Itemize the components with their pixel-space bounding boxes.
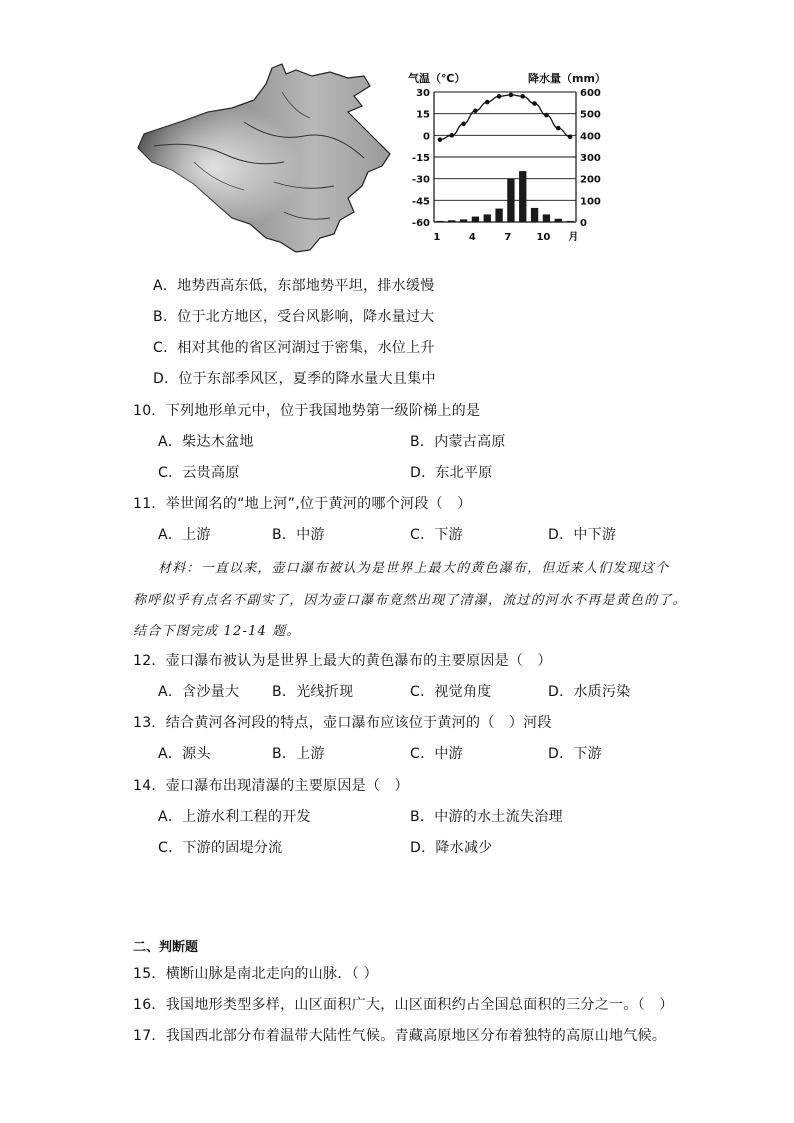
temperature-point xyxy=(438,137,443,142)
q13-stem: 13．结合黄河各河段的特点，壶口瀑布应该位于黄河的（ ）河段 xyxy=(133,715,552,731)
precipitation-bar xyxy=(543,214,550,222)
temperature-point xyxy=(568,134,573,139)
precipitation-bar xyxy=(495,209,502,222)
month-label: 7 xyxy=(504,232,512,243)
month-label: 10 xyxy=(536,232,551,243)
q14-option-a: A．上游水利工程的开发 xyxy=(158,809,311,825)
month-unit-label: 月 xyxy=(568,232,579,243)
section-2-title: 二、判断题 xyxy=(133,940,199,955)
month-label: 4 xyxy=(468,232,476,243)
region-relief-map xyxy=(134,62,398,258)
q13-option-b: B．上游 xyxy=(272,746,325,762)
precipitation-tick-label: 400 xyxy=(580,131,601,143)
q9-option-c: C．相对其他的省区河湖过于密集，水位上升 xyxy=(153,340,435,356)
q11-option-a: A．上游 xyxy=(158,527,211,543)
q14-option-b: B．中游的水土流失治理 xyxy=(410,809,563,825)
q11-option-d: D．中下游 xyxy=(548,527,617,543)
precipitation-tick-label: 200 xyxy=(580,174,601,186)
temperature-tick-label: 0 xyxy=(423,131,430,143)
temperature-point xyxy=(449,133,454,138)
q14-option-c: C．下游的固堤分流 xyxy=(158,840,283,856)
temperature-point xyxy=(485,100,490,105)
q14-option-d: D．降水减少 xyxy=(410,840,493,856)
q11-stem: 11．举世闻名的“地上河”,位于黄河的哪个河段（ ） xyxy=(133,496,472,512)
q13-option-d: D．下游 xyxy=(548,746,602,762)
month-label: 1 xyxy=(433,232,441,243)
precipitation-tick-label: 0 xyxy=(580,218,587,229)
q12-option-a: A．含沙量大 xyxy=(158,684,240,700)
precipitation-bar xyxy=(436,221,443,222)
q10-option-c: C．云贵高原 xyxy=(158,465,240,481)
q12-stem: 12．壶口瀑布被认为是世界上最大的黄色瀑布的主要原因是（ ） xyxy=(133,653,552,669)
precipitation-bar xyxy=(507,179,514,222)
precipitation-bar xyxy=(484,214,491,222)
q11-option-c: C．下游 xyxy=(410,527,463,543)
precipitation-bar xyxy=(460,219,467,222)
precipitation-bar xyxy=(555,219,562,222)
q16-stem: 16．我国地形类型多样，山区面积广大，山区面积约占全国总面积的三分之一。（ ） xyxy=(133,997,674,1013)
q15-stem: 15．横断山脉是南北走向的山脉．（ ） xyxy=(133,966,378,982)
temperature-tick-label: -45 xyxy=(411,196,430,208)
temperature-tick-label: 30 xyxy=(416,88,430,99)
material-line-3: 结合下图完成 12-14 题。 xyxy=(133,624,301,639)
precipitation-axis-title: 降水量（mm） xyxy=(528,72,606,85)
q13-option-c: C．中游 xyxy=(410,746,463,762)
q9-option-b: B．位于北方地区，受台风影响，降水量过大 xyxy=(153,309,435,325)
precipitation-bar xyxy=(472,217,479,222)
temperature-point xyxy=(544,113,549,118)
q10-stem: 10．下列地形单元中，位于我国地势第一级阶梯上的是 xyxy=(133,403,481,419)
temperature-tick-label: -15 xyxy=(411,153,430,164)
q12-option-b: B．光线折现 xyxy=(272,684,354,700)
precipitation-tick-label: 500 xyxy=(580,109,601,121)
q9-option-a: A．地势西高东低，东部地势平坦，排水缓慢 xyxy=(153,278,435,294)
precipitation-tick-label: 300 xyxy=(580,153,601,164)
temperature-point xyxy=(532,101,537,106)
q14-stem: 14．壶口瀑布出现清瀑的主要原因是（ ） xyxy=(133,778,409,794)
q13-option-a: A．源头 xyxy=(158,746,211,762)
q17-stem: 17．我国西北部分布着温带大陆性气候。青藏高原地区分布着独特的高原山地气候。 xyxy=(133,1028,667,1044)
precipitation-tick-label: 600 xyxy=(580,88,601,99)
temperature-point xyxy=(473,108,478,113)
precipitation-bar xyxy=(519,171,526,222)
precipitation-bar xyxy=(566,221,573,222)
temperature-tick-label: 15 xyxy=(416,109,430,121)
temperature-tick-label: -30 xyxy=(411,174,430,186)
climate-chart xyxy=(398,64,618,254)
q10-option-d: D．东北平原 xyxy=(410,465,493,481)
precipitation-tick-label: 100 xyxy=(580,196,601,208)
q12-option-d: D．水质污染 xyxy=(548,684,631,700)
temperature-point xyxy=(461,121,466,126)
q10-option-b: B．内蒙古高原 xyxy=(410,434,506,450)
temperature-curve xyxy=(440,95,570,140)
temperature-tick-label: -60 xyxy=(411,218,430,229)
temperature-point xyxy=(556,126,561,131)
material-line-2: 称呼似乎有点名不副实了，因为壶口瀑布竟然出现了清瀑，流过的河水不再是黄色的了。 xyxy=(133,593,687,608)
q12-option-c: C．视觉角度 xyxy=(410,684,492,700)
q10-option-a: A．柴达木盆地 xyxy=(158,434,254,450)
q11-option-b: B．中游 xyxy=(272,527,325,543)
temperature-point xyxy=(520,94,525,99)
precipitation-bar xyxy=(531,208,538,222)
precipitation-bar xyxy=(448,220,455,222)
q9-option-d: D．位于东部季风区，夏季的降水量大且集中 xyxy=(153,371,436,387)
material-line-1: 材料：一直以来，壶口瀑布被认为是世界上最大的黄色瀑布，但近来人们发现这个 xyxy=(158,561,670,576)
temperature-point xyxy=(509,93,514,98)
temperature-point xyxy=(497,94,502,99)
temperature-axis-title: 气温（℃） xyxy=(408,72,466,85)
